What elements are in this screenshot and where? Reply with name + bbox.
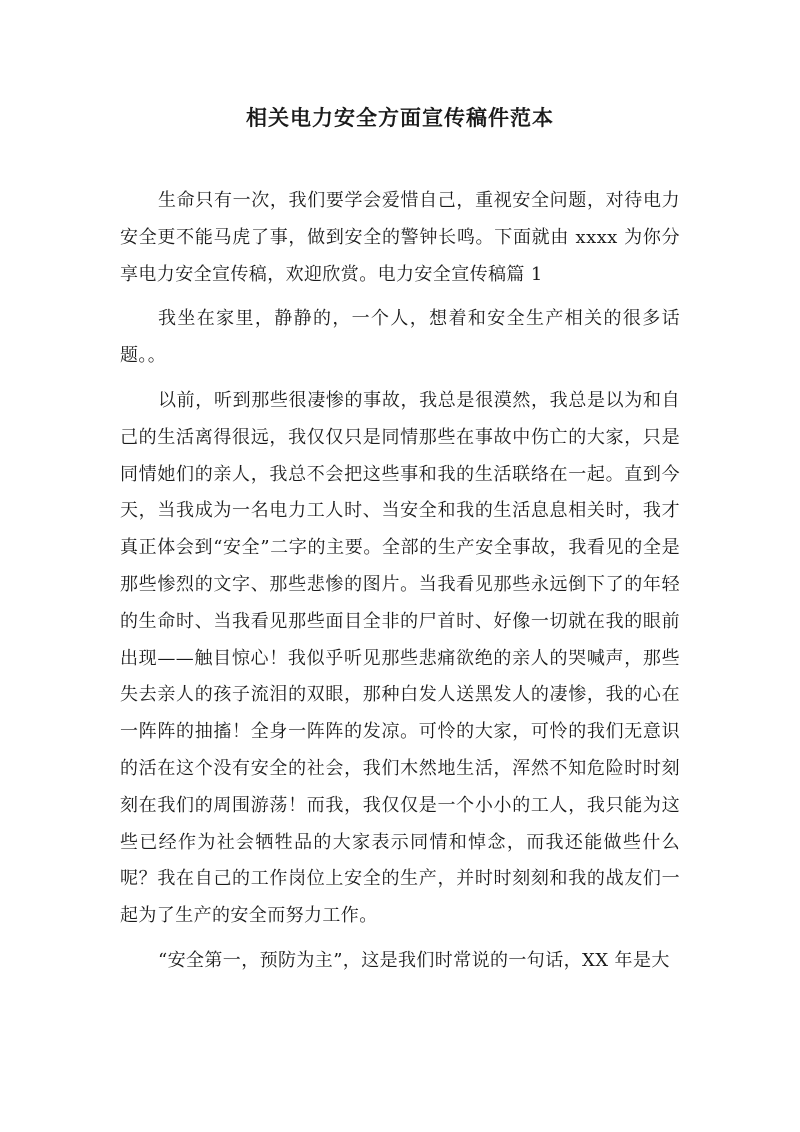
paragraph-intro: 生命只有一次，我们要学会爱惜自己，重视安全问题，对待电力安全更不能马虎了事，做到安全的警钟长鸣。下面就由 xxxx 为你分享电力安全宣传稿，欢迎欣赏。电力安全宣传稿篇 1 bbox=[120, 190, 680, 285]
paragraph-slogan: “安全第一，预防为主”，这是我们时常说的一句话，XX 年是大 bbox=[158, 949, 670, 971]
paragraph-main: 以前，听到那些很凄惨的事故，我总是很漠然，我总是以为和自己的生活离得很远，我仅仅只是同情那些在事故中伤亡的大家，只是同情她们的亲人，我总不会把这些事和我的生活联络在一起。直到今天，当我成为一名电力工人时、当安全和我的生活息息相关时，我才真正体会到“安全”二字的主要。全部的生产安全事故，我看见的全是那些惨烈的文字、那些悲惨的图片。当我看见那些永远倒下了的年轻的生命时、当我看见那些面目全非的尸首时、好像一切就在我的眼前出现——触目惊心！我似乎听见那些悲痛欲绝的亲人的哭喊声，那些失去亲人的孩子流泪的双眼，那种白发人送黑发人的凄惨，我的心在一阵阵的抽搐！全身一阵阵的发凉。可怜的大家，可怜的我们无意识的活在这个没有安全的社会，我们木然地生活，浑然不知危险时时刻刻在我们的周围游荡！而我，我仅仅是一个小小的工人，我只能为这些已经作为社会牺牲品的大家表示同情和悼念，而我还能做些什么呢？我在自己的工作岗位上安全的生产，并时时刻刻和我的战友们一起为了生产的安全而努力工作。 bbox=[120, 389, 680, 927]
document-body bbox=[120, 183, 680, 980]
document-title: 相关电力安全方面宣传稿件范本 bbox=[246, 105, 554, 130]
paragraph-reflection: 我坐在家里，静静的，一个人，想着和安全生产相关的很多话题。。 bbox=[120, 308, 680, 367]
